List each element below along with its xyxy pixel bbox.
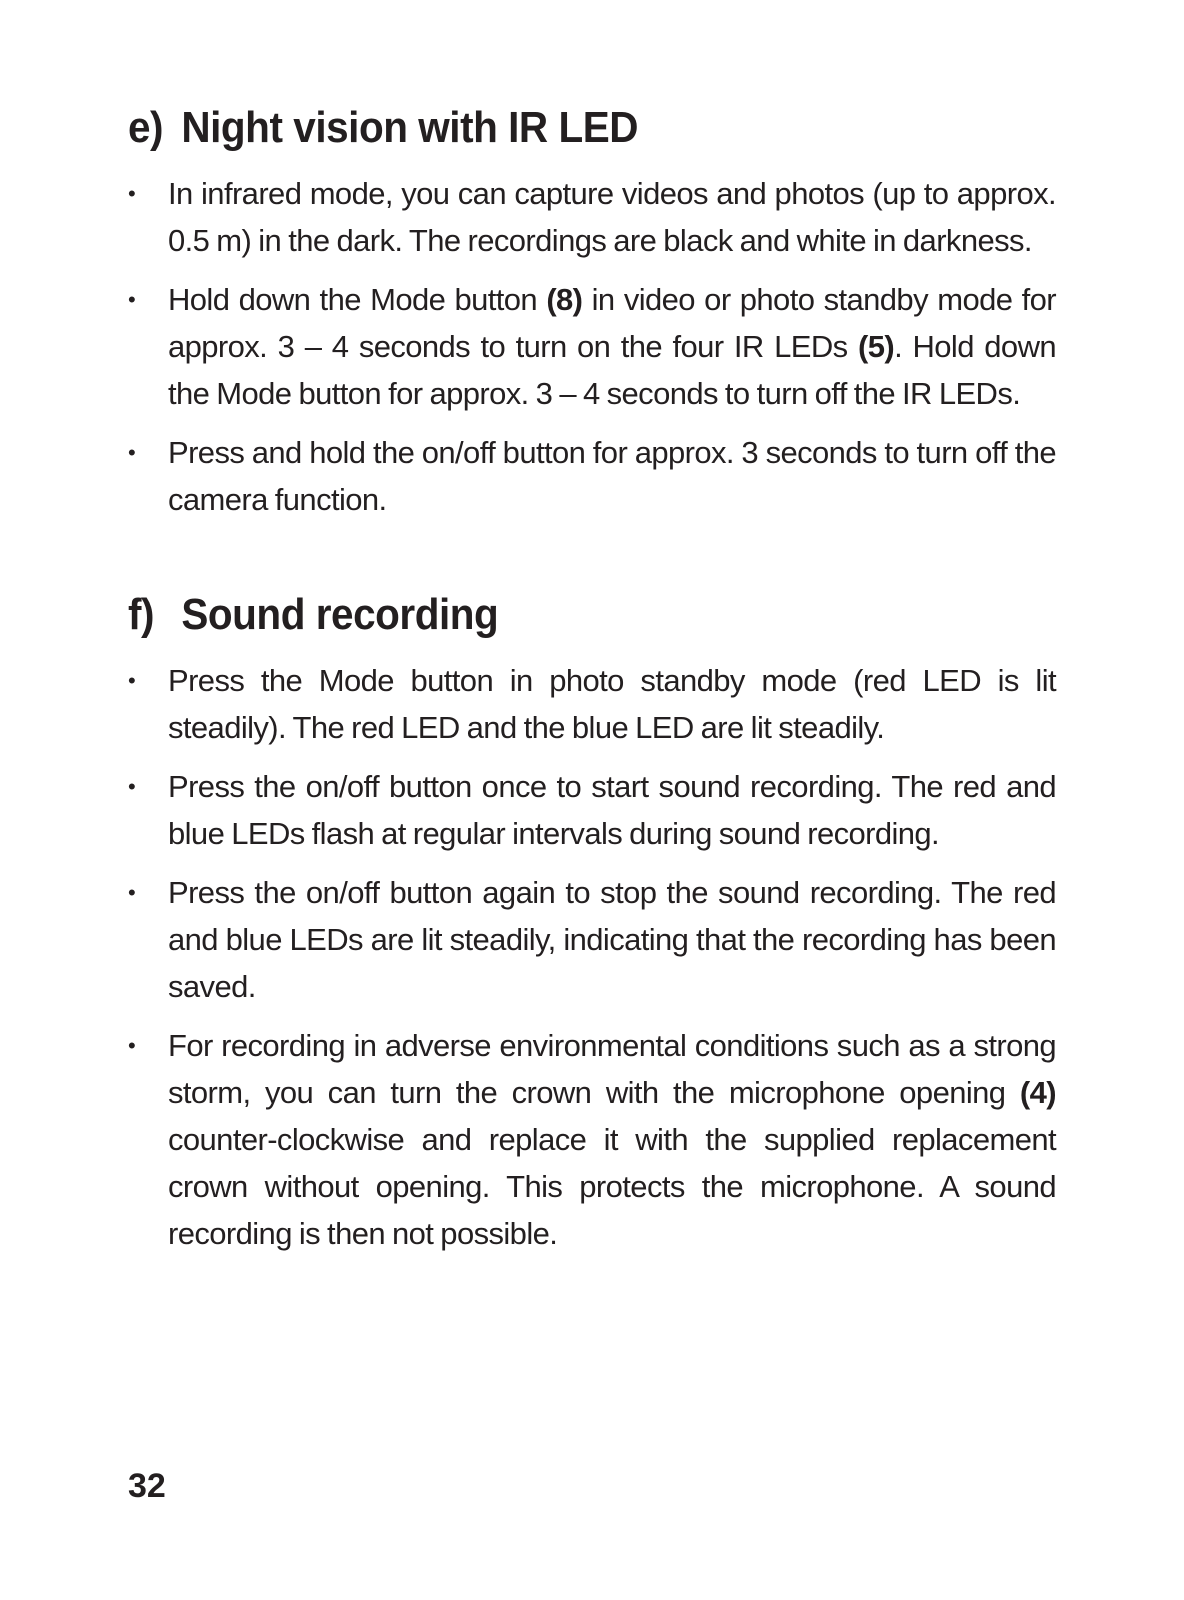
item-text: in video or photo standby mode for approx. 3 – 4 seconds to turn on the four IR LEDs — [168, 282, 1056, 364]
bullet-list — [128, 657, 1056, 1257]
bullet-icon: • — [128, 287, 136, 312]
list-item — [128, 170, 1056, 264]
item-text: For recording in adverse environmental conditions such as a strong storm, you can turn the crown with the microphone opening — [168, 1028, 1056, 1110]
bullet-icon: • — [128, 880, 136, 905]
section-title: Night vision with IR LED — [181, 103, 639, 152]
list-item — [128, 763, 1056, 857]
manual-page — [128, 100, 1056, 1269]
item-text: . Hold down the Mode button for approx. 3 – 4 seconds to turn off the IR LEDs. — [168, 329, 1056, 411]
item-text: In infrared mode, you can capture videos and photos (up to approx. 0.5 m) in the dark. The recordings are black and white in darkness. — [168, 176, 1056, 258]
list-item — [128, 1022, 1056, 1257]
section-night-vision — [128, 100, 1056, 523]
bullet-icon: • — [128, 668, 136, 693]
list-item — [128, 657, 1056, 751]
bullet-icon: • — [128, 440, 136, 465]
bullet-icon: • — [128, 181, 136, 206]
item-text: counter-clockwise and replace it with the supplied replacement crown without opening. This protects the microphone. A sound recording is then not possible. — [168, 1122, 1056, 1251]
page-number: 32 — [128, 1467, 166, 1505]
section-letter: e) — [128, 103, 164, 152]
list-item — [128, 276, 1056, 417]
item-text: Press and hold the on/off button for approx. 3 seconds to turn off the camera function. — [168, 435, 1056, 517]
part-reference: (5) — [857, 329, 895, 364]
section-heading — [128, 100, 982, 156]
section-sound-recording — [128, 587, 1056, 1257]
section-heading — [128, 587, 982, 643]
item-text: Hold down the Mode button — [168, 282, 547, 317]
item-text: Press the on/off button again to stop the sound recording. The red and blue LEDs are lit steadily, indicating that the recording has been saved. — [168, 875, 1056, 1004]
part-reference: (8) — [546, 282, 583, 317]
bullet-list — [128, 170, 1056, 523]
bullet-icon: • — [128, 774, 136, 799]
list-item — [128, 429, 1056, 523]
bullet-icon: • — [128, 1033, 136, 1058]
list-item — [128, 869, 1056, 1010]
item-text: Press the Mode button in photo standby mode (red LED is lit steadily). The red LED and the blue LED are lit steadily. — [168, 663, 1056, 745]
item-text: Press the on/off button once to start sound recording. The red and blue LEDs flash at regular intervals during sound recording. — [168, 769, 1056, 851]
part-reference: (4) — [1019, 1075, 1056, 1110]
section-title: Sound recording — [181, 590, 499, 639]
section-letter: f) — [128, 590, 155, 639]
